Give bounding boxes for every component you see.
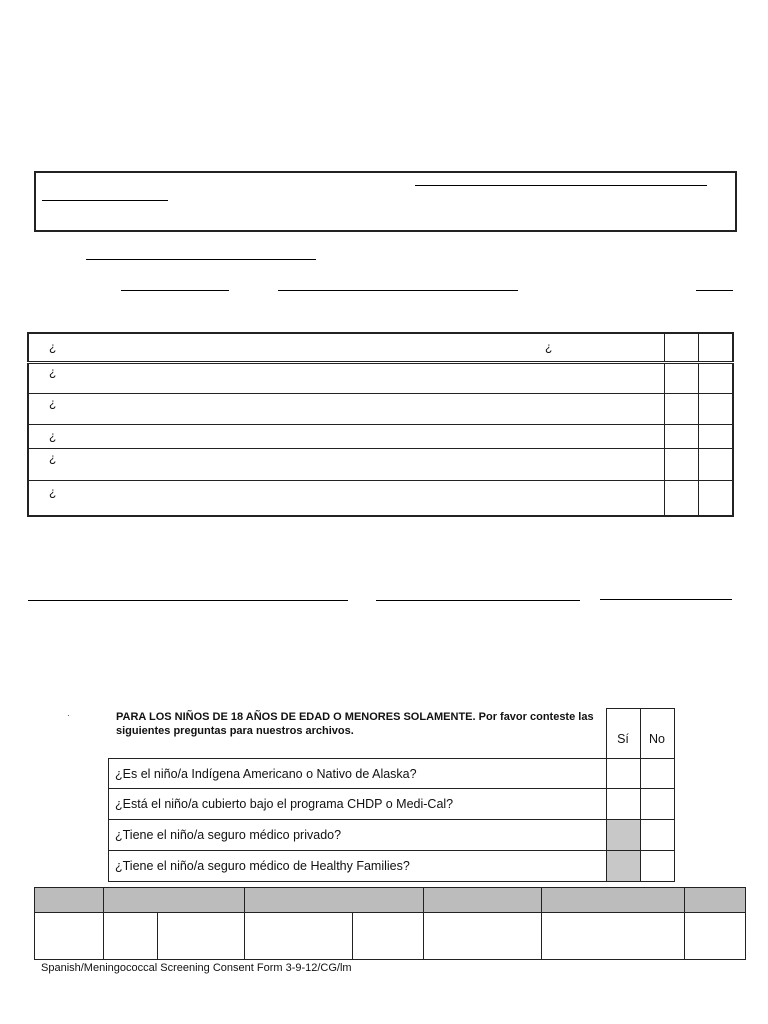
no-label: No [649, 732, 665, 746]
signature-line-2[interactable] [376, 600, 580, 601]
no-checkbox-cell[interactable] [640, 820, 674, 851]
bullet-mark: · [67, 711, 70, 720]
yes-checkbox-cell[interactable] [665, 480, 699, 516]
office-body-cell[interactable] [685, 913, 746, 960]
table-row [28, 393, 733, 424]
child-question-cell: ¿Está el niño/a cubierto bajo el programa CHDP o Medi-Cal? [109, 789, 607, 820]
no-checkbox-cell[interactable] [640, 759, 674, 789]
yes-checkbox-cell[interactable] [665, 424, 699, 448]
child-header-spacer [109, 709, 607, 759]
office-header-cell [541, 888, 684, 913]
office-header-cell [103, 888, 244, 913]
table-row [28, 448, 733, 480]
yes-column-header [606, 709, 640, 759]
header-yes-cell [665, 333, 699, 362]
child-question-cell: ¿Es el niño/a Indígena Americano o Nativo de Alaska? [109, 759, 607, 789]
question-cell [28, 448, 665, 480]
no-checkbox-cell[interactable] [640, 851, 674, 882]
yes-checkbox-cell[interactable] [665, 393, 699, 424]
office-header-cell [685, 888, 746, 913]
no-checkbox-cell[interactable] [699, 362, 734, 393]
office-body-cell[interactable] [103, 913, 158, 960]
question-mark: ¿ [49, 395, 57, 410]
child-question-cell: ¿Tiene el niño/a seguro médico de Healthy Families? [109, 851, 607, 882]
yes-checkbox-cell[interactable] [665, 362, 699, 393]
office-header-cell [424, 888, 542, 913]
form-footer: Spanish/Meningococcal Screening Consent Form 3-9-12/CG/lm [41, 962, 352, 974]
table-row [28, 362, 733, 393]
no-column-header [640, 709, 674, 759]
question-mark: ¿ [49, 484, 57, 499]
office-body-cell[interactable] [158, 913, 245, 960]
question-cell [28, 424, 665, 448]
signature-line-3[interactable] [600, 599, 732, 600]
child-section-header: PARA LOS NIÑOS DE 18 AÑOS DE EDAD O MENORES SOLAMENTE. Por favor conteste las siguientes preguntas para nuestros archivos. [116, 711, 594, 737]
question-mark: ¿ [49, 429, 57, 443]
yes-checkbox-cell-shaded [606, 820, 640, 851]
blank-line-a[interactable] [86, 259, 316, 260]
no-checkbox-cell[interactable] [699, 480, 734, 516]
question-cell [28, 362, 665, 393]
office-body-cell[interactable] [35, 913, 104, 960]
no-checkbox-cell[interactable] [640, 789, 674, 820]
table-row [109, 851, 675, 882]
table-row [109, 820, 675, 851]
consent-blank-line-1[interactable] [415, 185, 707, 186]
child-table-header-row [109, 709, 675, 759]
table-row [109, 759, 675, 789]
no-checkbox-cell[interactable] [699, 393, 734, 424]
header-mark-left: ¿ [49, 340, 57, 355]
table-row [109, 789, 675, 820]
blank-line-d[interactable] [696, 290, 733, 291]
office-use-header-row [35, 888, 746, 913]
question-cell [28, 480, 665, 516]
office-body-cell[interactable] [245, 913, 353, 960]
screening-question-table [27, 332, 734, 517]
yes-checkbox-cell[interactable] [606, 789, 640, 820]
yes-checkbox-cell[interactable] [606, 759, 640, 789]
question-table-header [28, 333, 733, 362]
question-cell [28, 393, 665, 424]
header-mark-right: ¿ [545, 340, 553, 355]
office-use-table [34, 887, 746, 960]
child-question-cell: ¿Tiene el niño/a seguro médico privado? [109, 820, 607, 851]
table-row [28, 480, 733, 516]
office-body-cell[interactable] [424, 913, 542, 960]
header-no-cell [699, 333, 734, 362]
consent-box [34, 171, 737, 232]
no-checkbox-cell[interactable] [699, 424, 734, 448]
office-header-cell [245, 888, 424, 913]
question-mark: ¿ [49, 451, 57, 465]
yes-checkbox-cell-shaded [606, 851, 640, 882]
child-question-table [108, 708, 675, 882]
blank-line-c[interactable] [278, 290, 518, 291]
question-mark: ¿ [49, 365, 57, 379]
no-checkbox-cell[interactable] [699, 448, 734, 480]
signature-line-1[interactable] [28, 600, 348, 601]
table-row [28, 424, 733, 448]
office-use-body-row [35, 913, 746, 960]
office-body-cell[interactable] [541, 913, 684, 960]
blank-line-b[interactable] [121, 290, 229, 291]
yes-label: Sí [617, 732, 629, 746]
office-header-cell [35, 888, 104, 913]
yes-checkbox-cell[interactable] [665, 448, 699, 480]
consent-blank-line-2[interactable] [42, 200, 168, 201]
office-body-cell[interactable] [352, 913, 424, 960]
header-question-cell [28, 333, 665, 362]
